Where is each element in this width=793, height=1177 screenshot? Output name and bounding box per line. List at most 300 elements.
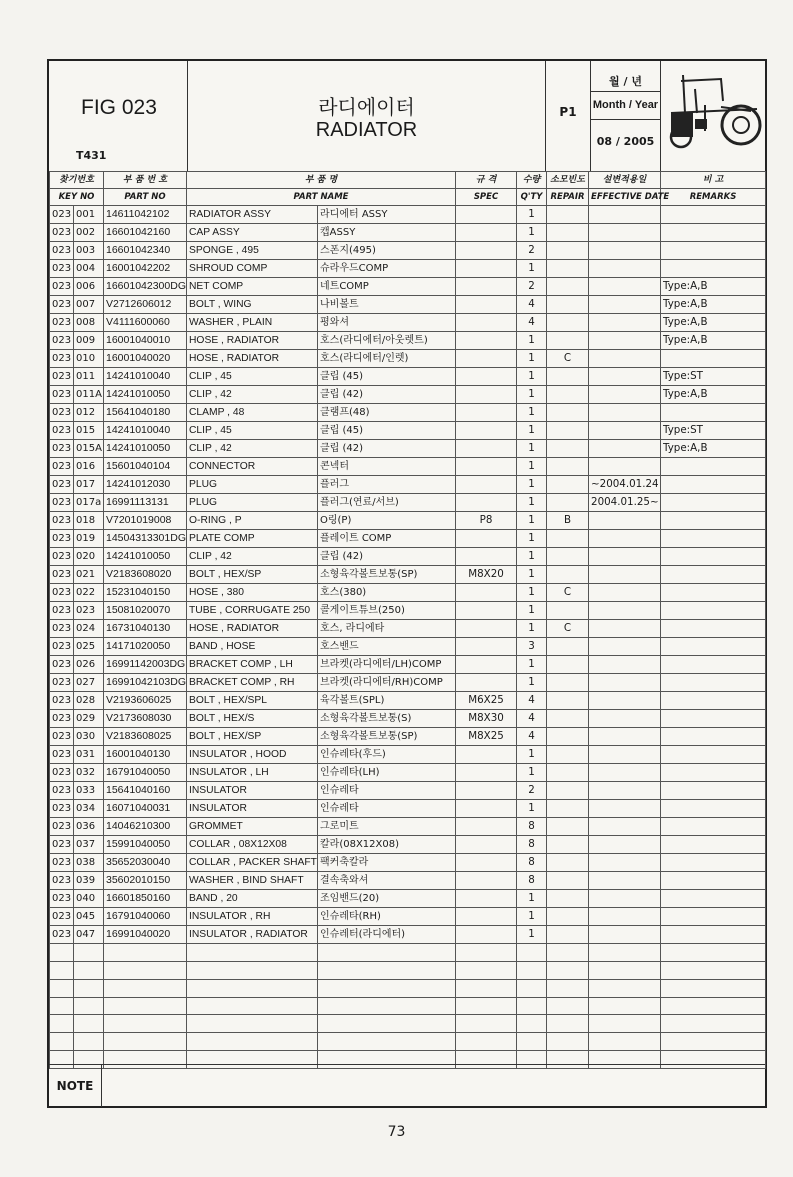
cell-remarks [661,944,766,962]
cell-spec [456,638,517,656]
date-label-english: Month / Year [592,99,659,111]
cell-ko: 클립 (42) [318,386,456,404]
table-row [50,908,766,926]
cell-repair [547,260,589,278]
cell-qty: 1 [517,746,547,764]
cell-qty: 1 [517,620,547,638]
cell-part [104,961,187,979]
col-repair: REPAIR [547,189,589,206]
cell-ko [318,997,456,1015]
cell-name: PLATE COMP [187,530,318,548]
cell-fig: 023 [50,836,74,854]
cell-name: NET COMP [187,278,318,296]
cell-part: 14611042102 [104,206,187,224]
cell-key: 040 [74,890,104,908]
cell-spec [456,530,517,548]
cell-ko: 호스, 라디에타 [318,620,456,638]
cell-ko: 호스(라디에터/인렛) [318,350,456,368]
cell-fig: 023 [50,800,74,818]
cell-name: CAP ASSY [187,224,318,242]
cell-repair [547,872,589,890]
empty-table-row [50,944,766,962]
cell-name: WASHER , BIND SHAFT [187,872,318,890]
cell-fig: 023 [50,872,74,890]
cell-qty: 1 [517,602,547,620]
table-row [50,836,766,854]
table-row [50,296,766,314]
cell-key: 017 [74,476,104,494]
cell-spec [456,872,517,890]
table-row [50,278,766,296]
cell-ko [318,944,456,962]
cell-repair [547,602,589,620]
cell-name: WASHER , PLAIN [187,314,318,332]
cell-ko: 소형육각볼트보통(SP) [318,728,456,746]
cell-eff [589,386,661,404]
cell-eff [589,818,661,836]
cell-remarks: Type:A,B [661,278,766,296]
cell-fig: 023 [50,332,74,350]
table-row [50,620,766,638]
note-row [49,1064,765,1107]
cell-part: 14504313301DG [104,530,187,548]
cell-key: 023 [74,602,104,620]
cell-repair [547,458,589,476]
cell-fig: 023 [50,656,74,674]
cell-name: BAND , 20 [187,890,318,908]
cell-remarks [661,872,766,890]
cell-key: 026 [74,656,104,674]
cell-repair [547,314,589,332]
title-english: RADIATOR [315,119,418,141]
table-row [50,548,766,566]
col-qty-ko: 수량 [517,172,547,189]
cell-spec [456,620,517,638]
cell-remarks [661,620,766,638]
cell-ko: 인슈레타(LH) [318,764,456,782]
cell-eff [589,638,661,656]
cell-qty: 1 [517,350,547,368]
cell-part: 15231040150 [104,584,187,602]
cell-eff [589,314,661,332]
cell-fig: 023 [50,638,74,656]
cell-part: 14241010050 [104,386,187,404]
cell-remarks [661,890,766,908]
cell-repair [547,530,589,548]
cell-ko: 호스(380) [318,584,456,602]
cell-part: V2183608020 [104,566,187,584]
page-label: P1 [559,105,577,119]
cell-repair [547,440,589,458]
cell-spec [456,979,517,997]
table-row [50,350,766,368]
cell-qty: 1 [517,476,547,494]
cell-repair [547,278,589,296]
cell-key: 025 [74,638,104,656]
cell-remarks [661,458,766,476]
cell-name [187,944,318,962]
cell-eff [589,404,661,422]
cell-fig: 023 [50,350,74,368]
cell-key [74,997,104,1015]
cell-remarks [661,674,766,692]
cell-spec [456,836,517,854]
cell-fig: 023 [50,404,74,422]
cell-fig [50,1015,74,1033]
cell-name: CLIP , 42 [187,548,318,566]
parts-table [49,171,766,1069]
cell-remarks: Type:A,B [661,440,766,458]
cell-ko: 인슈레타(후드) [318,746,456,764]
cell-name [187,961,318,979]
cell-repair: C [547,350,589,368]
cell-remarks [661,602,766,620]
cell-name: CLIP , 45 [187,368,318,386]
cell-fig [50,944,74,962]
cell-remarks [661,997,766,1015]
cell-eff [589,584,661,602]
cell-ko: 그로미트 [318,818,456,836]
table-row [50,224,766,242]
cell-qty: 1 [517,530,547,548]
cell-eff [589,728,661,746]
date-value: 08 / 2005 [596,135,655,148]
table-row [50,422,766,440]
cell-key [74,1015,104,1033]
cell-remarks: Type:ST [661,368,766,386]
cell-fig: 023 [50,368,74,386]
cell-qty: 1 [517,656,547,674]
cell-remarks [661,260,766,278]
cell-eff [589,908,661,926]
cell-remarks [661,404,766,422]
cell-eff [589,854,661,872]
cell-eff [589,674,661,692]
cell-eff [589,944,661,962]
cell-key: 036 [74,818,104,836]
cell-repair [547,386,589,404]
cell-repair [547,494,589,512]
cell-spec [456,422,517,440]
cell-qty: 1 [517,206,547,224]
table-row [50,692,766,710]
cell-ko: 플러그 [318,476,456,494]
table-row [50,206,766,224]
cell-repair [547,548,589,566]
cell-spec [456,458,517,476]
col-spec: SPEC [456,189,517,206]
cell-fig: 023 [50,206,74,224]
cell-qty: 4 [517,314,547,332]
cell-ko: 브라켓(라디에터/RH)COMP [318,674,456,692]
table-row [50,674,766,692]
cell-repair [547,961,589,979]
cell-ko: 플레이트 COMP [318,530,456,548]
cell-part: 16601042340 [104,242,187,260]
cell-eff [589,890,661,908]
cell-repair: B [547,512,589,530]
cell-name [187,979,318,997]
cell-name: PLUG [187,476,318,494]
cell-eff [589,961,661,979]
cell-spec: M6X25 [456,692,517,710]
cell-key: 039 [74,872,104,890]
table-row [50,404,766,422]
cell-fig: 023 [50,242,74,260]
cell-ko: 네트COMP [318,278,456,296]
table-row [50,260,766,278]
figure-number: FIG 023 [81,96,157,119]
col-qty: Q'TY [517,189,547,206]
cell-ko [318,961,456,979]
table-row [50,440,766,458]
cell-ko: 결속축와셔 [318,872,456,890]
cell-spec [456,386,517,404]
cell-name: INSULATOR , RH [187,908,318,926]
cell-spec [456,584,517,602]
cell-fig: 023 [50,530,74,548]
parts-table-body [50,206,766,1069]
cell-name: BAND , HOSE [187,638,318,656]
cell-remarks [661,1015,766,1033]
cell-repair [547,242,589,260]
cell-key: 030 [74,728,104,746]
cell-spec [456,332,517,350]
cell-qty: 4 [517,728,547,746]
cell-spec [456,674,517,692]
cell-fig [50,961,74,979]
cell-repair [547,332,589,350]
table-row [50,332,766,350]
table-row [50,602,766,620]
cell-remarks: Type:ST [661,422,766,440]
cell-fig: 023 [50,602,74,620]
cell-remarks [661,476,766,494]
cell-eff [589,332,661,350]
cell-spec [456,260,517,278]
cell-qty [517,961,547,979]
table-row [50,386,766,404]
cell-remarks [661,746,766,764]
cell-name: O-RING , P [187,512,318,530]
cell-spec [456,278,517,296]
cell-repair [547,926,589,944]
cell-part: 14171020050 [104,638,187,656]
table-row [50,818,766,836]
col-remarks: REMARKS [661,189,766,206]
cell-remarks [661,584,766,602]
cell-ko: 나비볼트 [318,296,456,314]
cell-eff [589,368,661,386]
cell-remarks [661,566,766,584]
cell-spec [456,440,517,458]
cell-remarks [661,979,766,997]
cell-part [104,944,187,962]
cell-spec: M8X20 [456,566,517,584]
cell-qty: 1 [517,908,547,926]
empty-table-row [50,1015,766,1033]
cell-ko: 인슈레타 [318,782,456,800]
cell-fig: 023 [50,548,74,566]
cell-part: V7201019008 [104,512,187,530]
cell-key: 029 [74,710,104,728]
cell-ko: 평와셔 [318,314,456,332]
cell-repair: C [547,584,589,602]
cell-part: 16001040020 [104,350,187,368]
cell-fig [50,997,74,1015]
cell-part: 16601042300DG [104,278,187,296]
cell-qty: 1 [517,440,547,458]
cell-repair [547,818,589,836]
cell-fig: 023 [50,728,74,746]
cell-ko: 클립 (45) [318,422,456,440]
cell-name: CLIP , 45 [187,422,318,440]
cell-spec: M8X30 [456,710,517,728]
cell-fig [50,1033,74,1051]
cell-key: 016 [74,458,104,476]
cell-fig: 023 [50,818,74,836]
cell-part: 16991113131 [104,494,187,512]
table-row [50,890,766,908]
cell-eff [589,1015,661,1033]
cell-remarks: Type:A,B [661,386,766,404]
cell-eff [589,206,661,224]
cell-spec [456,404,517,422]
cell-spec [456,746,517,764]
cell-fig: 023 [50,620,74,638]
cell-spec [456,926,517,944]
cell-eff [589,296,661,314]
cell-qty: 2 [517,278,547,296]
cell-eff [589,656,661,674]
cell-part: 14241010040 [104,422,187,440]
cell-ko: 콜게이트튜브(250) [318,602,456,620]
cell-name [187,1033,318,1051]
cell-key [74,1033,104,1051]
cell-key: 012 [74,404,104,422]
cell-remarks: Type:A,B [661,332,766,350]
table-row [50,530,766,548]
cell-eff [589,242,661,260]
cell-repair [547,836,589,854]
cell-part: 16791040060 [104,908,187,926]
cell-qty: 1 [517,458,547,476]
cell-remarks [661,764,766,782]
table-row [50,242,766,260]
cell-fig: 023 [50,476,74,494]
cell-remarks [661,710,766,728]
cell-key: 015 [74,422,104,440]
col-effective-date: EFFECTIVE DATE [589,189,661,206]
table-row [50,656,766,674]
cell-spec [456,890,517,908]
cell-remarks [661,224,766,242]
parts-sheet [47,59,767,1108]
cell-qty: 8 [517,854,547,872]
cell-qty [517,997,547,1015]
cell-repair [547,782,589,800]
cell-name: HOSE , RADIATOR [187,620,318,638]
cell-ko: 클램프(48) [318,404,456,422]
cell-ko [318,1015,456,1033]
cell-repair [547,746,589,764]
cell-part: 15601040104 [104,458,187,476]
cell-repair [547,854,589,872]
cell-ko: 소형육각볼트보통(SP) [318,566,456,584]
cell-remarks [661,908,766,926]
cell-qty: 8 [517,836,547,854]
cell-qty: 1 [517,404,547,422]
cell-part [104,1033,187,1051]
cell-ko: 인슈레터(라디에터) [318,926,456,944]
cell-ko: O링(P) [318,512,456,530]
cell-eff: 2004.01.25~ [589,494,661,512]
cell-remarks: Type:A,B [661,314,766,332]
cell-spec [456,908,517,926]
table-row [50,854,766,872]
cell-eff [589,620,661,638]
cell-repair [547,566,589,584]
header-row-english [50,189,766,206]
cell-ko: 육각볼트(SPL) [318,692,456,710]
col-key-no-ko: 찾기번호 [50,172,104,189]
cell-key: 022 [74,584,104,602]
page-number: 73 [387,1124,406,1140]
cell-fig: 023 [50,764,74,782]
cell-qty: 2 [517,242,547,260]
cell-name: CLAMP , 48 [187,404,318,422]
tractor-icon [661,61,765,171]
cell-ko: 콘넥터 [318,458,456,476]
cell-spec [456,476,517,494]
cell-qty: 1 [517,368,547,386]
cell-part: 14046210300 [104,818,187,836]
cell-repair [547,1015,589,1033]
cell-name [187,1015,318,1033]
cell-fig: 023 [50,926,74,944]
cell-part: V2712606012 [104,296,187,314]
cell-qty [517,1033,547,1051]
cell-spec [456,242,517,260]
cell-eff [589,440,661,458]
table-row [50,746,766,764]
cell-spec [456,854,517,872]
cell-fig: 023 [50,854,74,872]
cell-key: 047 [74,926,104,944]
cell-key: 031 [74,746,104,764]
col-effective-date-ko: 설변적용일 [589,172,661,189]
table-row [50,800,766,818]
cell-remarks [661,206,766,224]
cell-eff: ~2004.01.24 [589,476,661,494]
page-label-box [546,61,591,171]
cell-spec [456,368,517,386]
cell-fig: 023 [50,692,74,710]
cell-key [74,944,104,962]
cell-remarks [661,638,766,656]
cell-eff [589,512,661,530]
cell-spec [456,800,517,818]
cell-part [104,997,187,1015]
cell-part: 16991142003DG [104,656,187,674]
cell-eff [589,458,661,476]
cell-ko: 소형육각볼트보통(S) [318,710,456,728]
cell-repair [547,890,589,908]
cell-part: 16991042103DG [104,674,187,692]
cell-spec [456,764,517,782]
cell-name: BOLT , HEX/SPL [187,692,318,710]
date-box [591,61,661,171]
